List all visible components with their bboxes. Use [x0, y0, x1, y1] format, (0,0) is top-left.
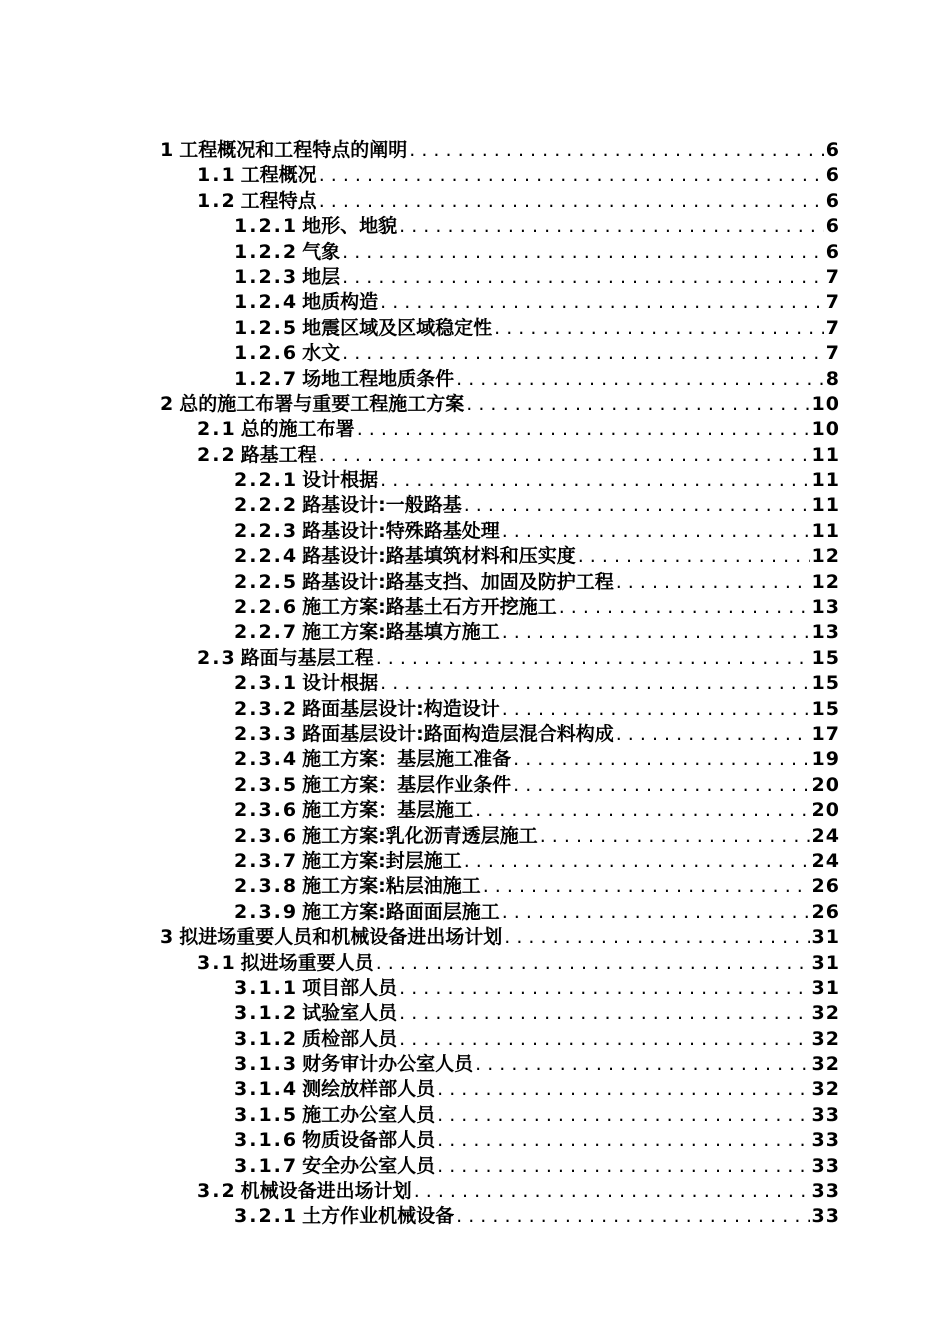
toc-entry[interactable] [160, 1204, 840, 1229]
toc-dot-leader [376, 646, 810, 671]
toc-dot-leader [399, 214, 824, 239]
toc-entry-title: 场地工程地质条件 [302, 367, 455, 390]
toc-entry[interactable] [160, 697, 840, 722]
toc-entry-number: 2.3.8 [234, 875, 299, 898]
toc-entry-title: 机械设备进出场计划 [240, 1180, 412, 1203]
toc-entry-number: 2.2 [197, 443, 237, 466]
toc-entry[interactable] [160, 798, 840, 823]
toc-entry-title: 拟进场重要人员和机械设备进出场计划 [179, 926, 503, 949]
toc-entry-number: 1.2.3 [234, 265, 299, 288]
toc-entry[interactable] [160, 1154, 840, 1179]
toc-entry[interactable] [160, 849, 840, 874]
toc-entry-page-number: 6 [825, 240, 840, 263]
toc-entry-page-number: 24 [811, 824, 840, 847]
toc-entry-page-number: 7 [825, 342, 840, 365]
toc-entry-title: 地层 [302, 265, 341, 288]
toc-entry-page-number: 12 [811, 545, 840, 568]
toc-entry-title: 物质设备部人员 [302, 1129, 436, 1152]
toc-entry-title: 气象 [302, 240, 341, 263]
toc-entry-number: 1.1 [197, 164, 237, 187]
toc-entry[interactable] [160, 544, 840, 569]
toc-entry-title: 总的施工布署 [240, 418, 355, 441]
toc-entry[interactable] [160, 214, 840, 239]
toc-entry[interactable] [160, 1052, 840, 1077]
toc-entry-title: 路基设计:特殊路基处理 [302, 519, 500, 542]
toc-entry-title: 总的施工布署与重要工程施工方案 [179, 392, 465, 415]
toc-dot-leader [342, 240, 824, 265]
toc-entry-title: 质检部人员 [302, 1027, 398, 1050]
toc-entry-page-number: 11 [811, 494, 840, 517]
toc-entry-title: 拟进场重要人员 [240, 951, 374, 974]
toc-entry-title: 施工方案:粘层油施工 [302, 875, 481, 898]
toc-entry-title: 施工方案:乳化沥青透层施工 [302, 824, 538, 847]
toc-entry[interactable] [160, 163, 840, 188]
toc-dot-leader [456, 1204, 809, 1229]
toc-entry-page-number: 13 [811, 596, 840, 619]
toc-entry-page-number: 6 [825, 215, 840, 238]
toc-dot-leader [464, 493, 810, 518]
toc-entry-title: 路面基层设计:构造设计 [302, 697, 500, 720]
toc-entry-number: 3.1.4 [234, 1078, 299, 1101]
toc-entry[interactable] [160, 417, 840, 442]
toc-entry-page-number: 32 [811, 1078, 840, 1101]
table-of-contents [160, 138, 840, 1230]
toc-entry-title: 路基工程 [240, 443, 317, 466]
toc-entry-number: 2.3.4 [234, 748, 299, 771]
toc-entry-page-number: 33 [811, 1154, 840, 1177]
toc-entry-title: 工程概况 [240, 164, 317, 187]
toc-entry-number: 1 [160, 139, 176, 161]
toc-dot-leader [483, 874, 810, 899]
toc-entry-page-number: 15 [811, 672, 840, 695]
toc-entry-title: 施工方案:路基土石方开挖施工 [302, 596, 557, 619]
toc-entry[interactable] [160, 570, 840, 595]
toc-entry[interactable] [160, 1077, 840, 1102]
toc-dot-leader [513, 773, 809, 798]
toc-entry-title: 施工方案:封层施工 [302, 849, 462, 872]
toc-entry[interactable] [160, 493, 840, 518]
toc-entry[interactable] [160, 722, 840, 747]
toc-entry[interactable] [160, 646, 840, 671]
toc-dot-leader [319, 189, 824, 214]
toc-dot-leader [399, 1027, 809, 1052]
toc-entry[interactable] [160, 747, 840, 772]
toc-entry-page-number: 20 [811, 773, 840, 796]
toc-entry-title: 施工办公室人员 [302, 1103, 436, 1126]
toc-entry-page-number: 32 [811, 1053, 840, 1076]
toc-dot-leader [376, 951, 810, 976]
toc-entry-title: 路面基层设计:路面构造层混合料构成 [302, 722, 614, 745]
toc-dot-leader [399, 976, 809, 1001]
toc-entry[interactable] [160, 519, 840, 544]
toc-entry-number: 2.3.3 [234, 722, 299, 745]
toc-entry-number: 2.2.2 [234, 494, 299, 517]
toc-entry-title: 设计根据 [302, 469, 379, 492]
toc-entry-page-number: 32 [811, 1027, 840, 1050]
toc-entry-number: 2.3.6 [234, 799, 299, 822]
toc-dot-leader [399, 1001, 809, 1026]
toc-entry[interactable] [160, 620, 840, 645]
toc-entry-page-number: 15 [811, 646, 840, 669]
toc-entry-title: 安全办公室人员 [302, 1154, 436, 1177]
toc-dot-leader [437, 1154, 809, 1179]
toc-entry-number: 3.2.1 [234, 1205, 299, 1228]
toc-entry-title: 施工方案:路面面层施工 [302, 900, 500, 923]
toc-entry-number: 1.2.4 [234, 291, 299, 314]
toc-entry[interactable] [160, 316, 840, 341]
toc-entry-number: 1.2.6 [234, 342, 299, 365]
toc-entry-page-number: 31 [811, 926, 840, 949]
toc-entry-title: 财务审计办公室人员 [302, 1053, 474, 1076]
toc-entry[interactable] [160, 240, 840, 265]
toc-entry-number: 2.3.5 [234, 773, 299, 796]
toc-entry-number: 3.1.3 [234, 1053, 299, 1076]
toc-entry[interactable] [160, 265, 840, 290]
toc-entry-page-number: 10 [811, 418, 840, 441]
toc-dot-leader [502, 900, 810, 925]
toc-dot-leader [380, 468, 809, 493]
toc-entry-number: 2 [160, 392, 176, 415]
toc-entry-title: 项目部人员 [302, 976, 398, 999]
toc-entry[interactable] [160, 1027, 840, 1052]
toc-dot-leader [342, 265, 824, 290]
toc-entry-number: 2.2.3 [234, 519, 299, 542]
toc-entry-title: 工程概况和工程特点的阐明 [179, 139, 408, 161]
toc-entry-number: 3.1.2 [234, 1002, 299, 1025]
toc-entry-page-number: 33 [811, 1205, 840, 1228]
toc-entry[interactable] [160, 392, 840, 417]
toc-entry-page-number: 31 [811, 951, 840, 974]
toc-entry-number: 3.1 [197, 951, 237, 974]
toc-entry-page-number: 33 [811, 1180, 840, 1203]
toc-entry-title: 路基设计:路基填筑材料和压实度 [302, 545, 576, 568]
toc-entry[interactable] [160, 595, 840, 620]
toc-entry-page-number: 6 [825, 139, 840, 161]
toc-entry-number: 3 [160, 926, 176, 949]
toc-dot-leader [437, 1077, 809, 1102]
toc-entry-title: 测绘放样部人员 [302, 1078, 436, 1101]
toc-dot-leader [437, 1103, 809, 1128]
toc-entry-page-number: 11 [811, 469, 840, 492]
toc-entry[interactable] [160, 1001, 840, 1026]
toc-dot-leader [464, 849, 810, 874]
toc-entry-number: 1.2.1 [234, 215, 299, 238]
toc-dot-leader [414, 1179, 810, 1204]
toc-dot-leader [616, 570, 810, 595]
toc-entry-number: 3.1.6 [234, 1129, 299, 1152]
toc-dot-leader [409, 138, 824, 163]
toc-dot-leader [319, 443, 810, 468]
toc-entry-page-number: 7 [825, 265, 840, 288]
toc-entry-title: 工程特点 [240, 189, 317, 212]
toc-entry-page-number: 26 [811, 900, 840, 923]
toc-entry-title: 路面与基层工程 [240, 646, 374, 669]
toc-entry-number: 1.2.7 [234, 367, 299, 390]
toc-entry-title: 路基设计:一般路基 [302, 494, 462, 517]
toc-entry-number: 2.3 [197, 646, 237, 669]
toc-entry-title: 路基设计:路基支挡、加固及防护工程 [302, 570, 614, 593]
toc-entry-page-number: 13 [811, 621, 840, 644]
toc-entry[interactable] [160, 1103, 840, 1128]
toc-entry-number: 2.3.6 [234, 824, 299, 847]
toc-entry[interactable] [160, 976, 840, 1001]
toc-entry-number: 3.1.7 [234, 1154, 299, 1177]
toc-entry-page-number: 33 [811, 1103, 840, 1126]
toc-entry-number: 3.1.2 [234, 1027, 299, 1050]
toc-entry-number: 2.2.5 [234, 570, 299, 593]
toc-entry-number: 2.2.1 [234, 469, 299, 492]
toc-entry-page-number: 26 [811, 875, 840, 898]
toc-dot-leader [502, 519, 810, 544]
toc-entry[interactable] [160, 443, 840, 468]
toc-entry-page-number: 31 [811, 976, 840, 999]
toc-entry[interactable] [160, 468, 840, 493]
toc-entry-page-number: 11 [811, 443, 840, 466]
toc-entry-page-number: 17 [811, 722, 840, 745]
toc-dot-leader [319, 163, 824, 188]
toc-entry[interactable] [160, 138, 840, 163]
toc-entry-title: 土方作业机械设备 [302, 1205, 455, 1228]
toc-dot-leader [578, 544, 810, 569]
toc-entry-title: 地质构造 [302, 291, 379, 314]
toc-entry-title: 施工方案：基层施工准备 [302, 748, 512, 771]
toc-entry-number: 1.2.5 [234, 316, 299, 339]
toc-dot-leader [456, 367, 824, 392]
toc-entry-number: 3.1.5 [234, 1103, 299, 1126]
toc-entry-page-number: 7 [825, 316, 840, 339]
toc-dot-leader [513, 747, 809, 772]
toc-entry-page-number: 33 [811, 1129, 840, 1152]
toc-entry-page-number: 15 [811, 697, 840, 720]
toc-dot-leader [494, 316, 824, 341]
toc-entry[interactable] [160, 341, 840, 366]
toc-entry-page-number: 10 [811, 392, 840, 415]
toc-entry-number: 2.3.9 [234, 900, 299, 923]
toc-entry[interactable] [160, 671, 840, 696]
toc-entry[interactable] [160, 1179, 840, 1204]
toc-entry-page-number: 12 [811, 570, 840, 593]
toc-entry-page-number: 7 [825, 291, 840, 314]
toc-entry-title: 地形、地貌 [302, 215, 398, 238]
toc-entry-number: 2.3.2 [234, 697, 299, 720]
toc-entry[interactable] [160, 925, 840, 950]
toc-entry[interactable] [160, 900, 840, 925]
toc-entry-title: 地震区域及区域稳定性 [302, 316, 493, 339]
toc-entry-number: 2.3.1 [234, 672, 299, 695]
toc-entry-title: 施工方案:路基填方施工 [302, 621, 500, 644]
toc-dot-leader [559, 595, 810, 620]
toc-entry[interactable] [160, 189, 840, 214]
toc-dot-leader [357, 417, 810, 442]
toc-entry-title: 试验室人员 [302, 1002, 398, 1025]
toc-entry-title: 施工方案：基层施工 [302, 799, 474, 822]
toc-entry-number: 2.1 [197, 418, 237, 441]
toc-entry-page-number: 6 [825, 164, 840, 187]
toc-entry-number: 3.2 [197, 1180, 237, 1203]
toc-entry-number: 2.3.7 [234, 849, 299, 872]
toc-entry-page-number: 11 [811, 519, 840, 542]
toc-dot-leader [342, 341, 824, 366]
toc-entry-page-number: 20 [811, 799, 840, 822]
toc-dot-leader [616, 722, 810, 747]
toc-entry-number: 2.2.7 [234, 621, 299, 644]
toc-dot-leader [475, 798, 809, 823]
toc-entry-number: 1.2 [197, 189, 237, 212]
toc-entry[interactable] [160, 290, 840, 315]
toc-dot-leader [437, 1128, 809, 1153]
toc-entry[interactable] [160, 367, 840, 392]
toc-entry-page-number: 32 [811, 1002, 840, 1025]
toc-entry-page-number: 19 [811, 748, 840, 771]
toc-entry-title: 施工方案：基层作业条件 [302, 773, 512, 796]
toc-entry-page-number: 8 [825, 367, 840, 390]
toc-dot-leader [502, 620, 810, 645]
toc-entry[interactable] [160, 951, 840, 976]
toc-dot-leader [466, 392, 809, 417]
toc-entry-page-number: 24 [811, 849, 840, 872]
toc-entry-page-number: 6 [825, 189, 840, 212]
toc-entry[interactable] [160, 874, 840, 899]
toc-entry[interactable] [160, 824, 840, 849]
toc-entry[interactable] [160, 1128, 840, 1153]
toc-dot-leader [380, 290, 824, 315]
toc-entry[interactable] [160, 773, 840, 798]
toc-dot-leader [504, 925, 809, 950]
toc-dot-leader [475, 1052, 809, 1077]
toc-entry-number: 2.2.4 [234, 545, 299, 568]
toc-entry-title: 水文 [302, 342, 341, 365]
toc-dot-leader [540, 824, 810, 849]
toc-entry-number: 1.2.2 [234, 240, 299, 263]
toc-entry-title: 设计根据 [302, 672, 379, 695]
toc-dot-leader [502, 697, 810, 722]
toc-entry-number: 2.2.6 [234, 596, 299, 619]
toc-entry-number: 3.1.1 [234, 976, 299, 999]
toc-dot-leader [380, 671, 809, 696]
